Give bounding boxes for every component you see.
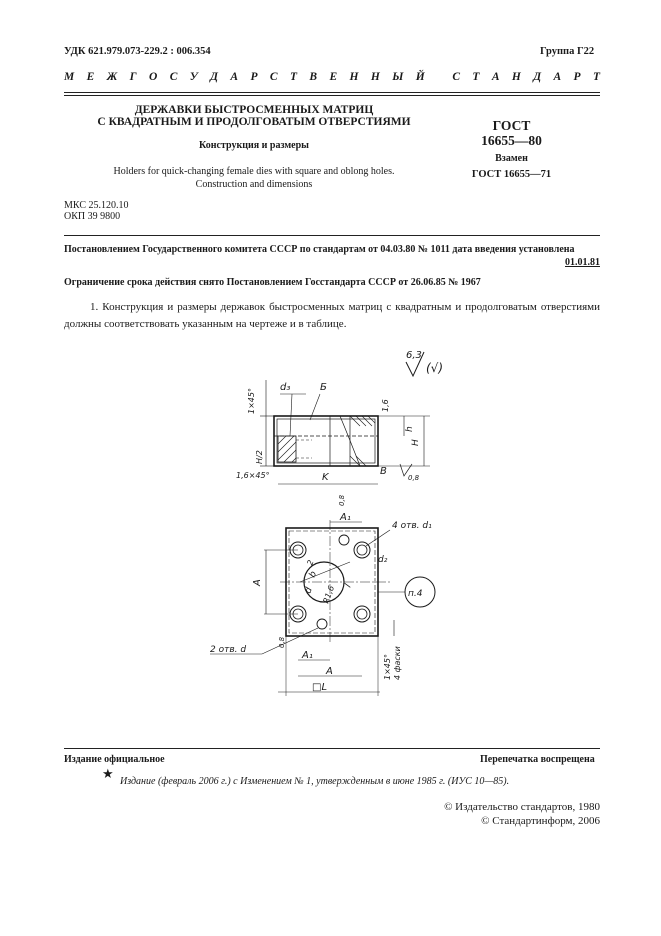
banner-letter: Д [533,71,542,83]
copyright-1: © Издательство стандартов, 1980 [444,801,600,813]
banner-letter: А [491,71,500,83]
edition-note: Издание (февраль 2006 г.) с Изменением № 1, утвержденным в июне 1985 г. (ИУС 10—85). [120,776,510,787]
r08c-label: 0,8 [278,636,286,648]
side-view [236,380,430,484]
holes2-label: 2 отв. d [210,645,247,655]
d-label: d [303,586,315,596]
banner-letter: Р [250,71,258,83]
two-label: 2 [305,558,316,567]
document-subtitle: Конструкция и размеры [199,140,309,151]
classification-codes [64,200,128,222]
a-left-label: A [252,579,263,586]
holes4-label: 4 отв. d₁ [392,521,432,531]
english-title-line-1: Holders for quick-changing female dies with square and oblong holes. [113,166,395,177]
gost-number: 16655—80 [481,133,542,148]
copyright-block [420,800,600,828]
banner-letter: А [553,71,562,83]
banner-letter: В [309,71,318,83]
d2-label: d₂ [378,555,388,565]
chamfer-bottom-label: 1,6×45° [236,471,270,480]
document-title [64,104,444,128]
banner-letter: Н [511,71,521,83]
title-line-2: С КВАДРАТНЫМ И ПРОДОЛГОВАТЫМ ОТВЕРСТИЯМИ [97,116,411,128]
banner-space [437,71,440,83]
banner-letter: Т [592,71,600,83]
banner-letter: Ы [392,71,404,83]
chamfer-top-label: 1×45° [247,388,256,414]
H-label: H [411,439,421,446]
h2-label: H/2 [255,450,264,464]
footer-rule [64,748,600,749]
group-code: Группа Г22 [540,46,595,57]
k-label: K [322,472,329,483]
chamfer4-label: 1×45° [383,654,392,680]
limit-text: Ограничение срока действия снято Постановлением Госстандарта СССР от 26.06.85 № 1967 [64,277,481,288]
l-label: l [343,582,354,590]
a1-top-label: A₁ [340,512,351,523]
banner-letter: Т [289,71,297,83]
gost-old: ГОСТ 16655—71 [471,169,552,180]
banner-letter: Р [573,71,581,83]
decree-body: Постановлением Государственного комитета СССР по стандартам от 04.03.80 № 1011 дата введения установлена [64,244,575,255]
english-title [64,165,444,191]
roughness-value: 6,3 [406,350,422,361]
mks-code: МКС 25.120.10 [64,200,129,211]
r16-label: R1,6 [321,584,337,605]
gost-box [444,118,579,180]
banner-letter: Т [472,71,480,83]
banner-letter: О [148,71,158,83]
r08-label: 0,8 [408,474,420,482]
header-rule [64,92,600,93]
h-label: h [405,426,415,432]
l-size-label: □L [312,682,328,693]
standard-banner [64,71,600,83]
decree-text [64,243,600,269]
copyright-2: © Стандартинформ, 2006 [481,815,600,827]
b-label: b [307,569,320,580]
banner-letter: Е [329,71,338,83]
decree-date: 01.01.81 [565,257,600,268]
d3-label: d₃ [280,382,291,393]
note-p4-label: п.4 [408,589,423,599]
banner-letter: Д [210,71,219,83]
banner-letter: Ж [106,71,118,83]
banner-letter: С [169,71,178,83]
banner-letter: У [189,71,198,83]
banner-letter: А [230,71,239,83]
b-cyr-label: Б [320,382,327,393]
divider [64,235,600,236]
banner-letter: Г [129,71,137,83]
gost-replaces: Взамен [495,153,528,164]
banner-letter: Н [349,71,359,83]
paragraph-1: 1. Конструкция и размеры державок быстросменных матриц с квадратным и продолговатым отверстиями должны соответствовать указанным на чертеже и в таблице. [64,301,600,330]
banner-letter: Й [415,71,425,83]
banner-letter: М [64,71,75,83]
header-rule-thin [64,95,600,96]
facets-label: 4 фаски [393,646,402,680]
one-six-label: 1,6 [381,399,390,412]
banner-letter: С [269,71,278,83]
a-bottom-label: A [326,666,333,677]
title-line-1: ДЕРЖАВКИ БЫСТРОСМЕННЫХ МАТРИЦ [134,104,374,116]
banner-letter: Н [370,71,380,83]
official-edition: Издание официальное [64,754,165,765]
r08b-label: 0,8 [338,494,346,506]
okp-code: ОКП 39 9800 [64,211,121,222]
technical-drawing [200,340,460,710]
banner-letter: С [452,71,461,83]
star-mark: ★ [102,766,114,781]
reprint-forbidden: Перепечатка воспрещена [480,754,595,765]
a1-bottom-label: A₁ [302,650,313,661]
english-title-line-2: Construction and dimensions [195,179,313,190]
gost-label: ГОСТ [492,118,531,133]
plan-view [210,494,435,696]
v-cyr-label: В [380,466,387,477]
banner-letter: Е [86,71,95,83]
roughness-paren: (√) [426,361,444,375]
udk-code: УДК 621.979.073-229.2 : 006.354 [64,46,211,57]
